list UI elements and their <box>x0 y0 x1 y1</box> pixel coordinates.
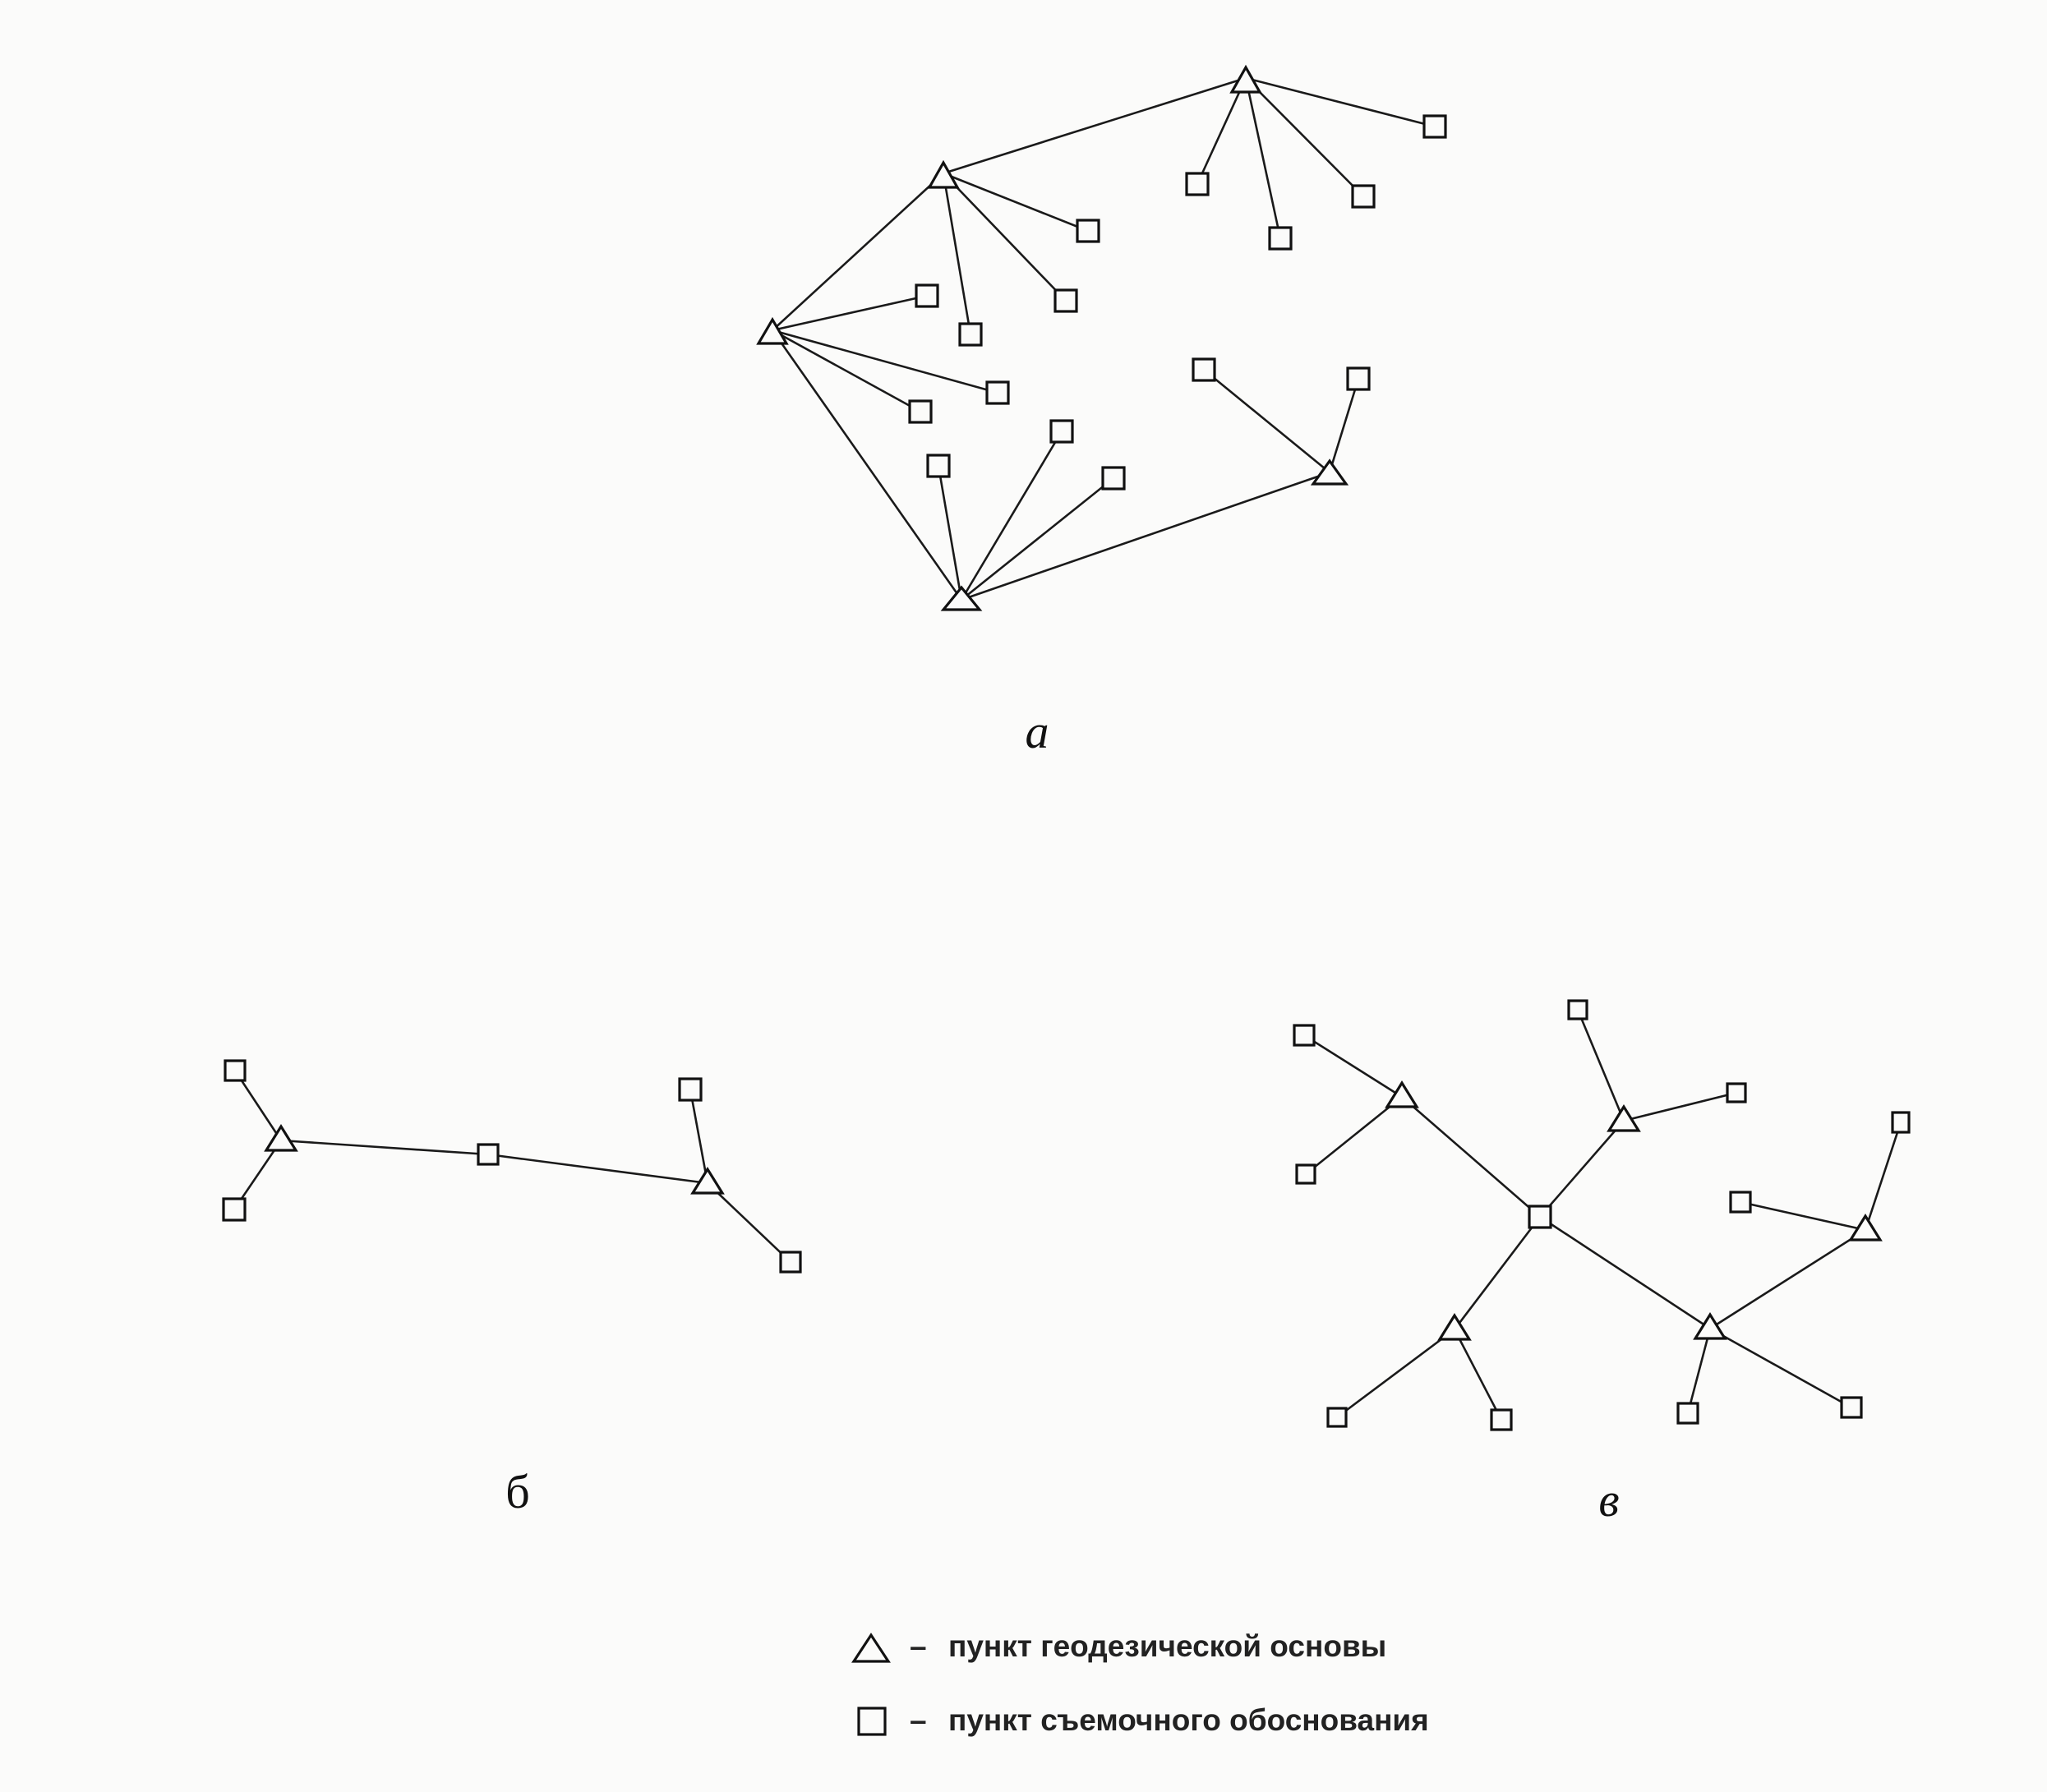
edge <box>1740 1202 1865 1230</box>
edge <box>708 1183 791 1262</box>
edge <box>961 478 1113 600</box>
edge <box>1306 1097 1402 1174</box>
edge <box>1330 379 1358 472</box>
panel-a-label: а <box>1025 705 1049 758</box>
edge <box>1246 78 1435 127</box>
legend-dash: – <box>910 1629 927 1663</box>
panel-b-nodes <box>224 1061 800 1272</box>
edge <box>943 173 1088 231</box>
edge <box>1337 1329 1455 1417</box>
survey-point-square <box>1294 1025 1314 1045</box>
survey-point-square <box>1348 368 1369 389</box>
geodetic-point-triangle <box>1387 1083 1417 1107</box>
edge <box>690 1089 708 1183</box>
geodetic-point-triangle <box>1695 1315 1725 1338</box>
survey-point-square <box>1353 186 1374 207</box>
legend-square-label: пункт съемочного обоснования <box>948 1703 1429 1737</box>
edge <box>938 466 961 600</box>
survey-point-square <box>1727 1084 1745 1102</box>
edge <box>1624 1093 1736 1121</box>
edge <box>1246 78 1280 238</box>
panel-a-nodes <box>758 67 1445 610</box>
edge <box>943 78 1246 173</box>
legend <box>854 1629 1429 1737</box>
survey-point-square <box>1842 1398 1861 1417</box>
survey-point-square <box>1051 421 1072 442</box>
survey-point-square <box>1297 1165 1315 1183</box>
edge <box>961 431 1062 600</box>
survey-point-square <box>1187 173 1208 195</box>
survey-point-square <box>1678 1403 1698 1423</box>
edge <box>772 330 920 412</box>
survey-point-square <box>1055 290 1077 311</box>
survey-point-square <box>1077 220 1099 242</box>
geodetic-point-triangle <box>758 320 786 343</box>
survey-point-square <box>224 1199 245 1220</box>
legend-triangle-label: пункт геодезической основы <box>948 1629 1387 1663</box>
survey-point-square <box>1270 228 1291 249</box>
survey-point-square <box>1731 1192 1750 1212</box>
edge <box>1455 1217 1540 1329</box>
panel-a <box>758 67 1445 758</box>
legend-triangle-row <box>854 1629 1386 1663</box>
edge <box>281 1140 488 1154</box>
legend-dash: – <box>910 1703 927 1737</box>
edge <box>1540 1121 1624 1217</box>
survey-point-square <box>1328 1408 1346 1426</box>
survey-point-square <box>1491 1410 1511 1430</box>
survey-point-square <box>910 401 931 422</box>
survey-point-square <box>1103 468 1124 489</box>
geodetic-point-triangle <box>1440 1315 1469 1339</box>
edge <box>1246 78 1363 196</box>
edge <box>1455 1329 1501 1420</box>
survey-point-square <box>1893 1113 1909 1132</box>
panel-c-edges <box>1304 1010 1901 1420</box>
legend-square-icon <box>859 1708 885 1734</box>
survey-point-square <box>916 285 938 306</box>
legend-triangle-icon <box>854 1635 888 1661</box>
panel-a-edges <box>772 78 1435 600</box>
edge <box>1578 1010 1624 1121</box>
edge <box>1540 1217 1710 1329</box>
edge <box>1304 1035 1402 1097</box>
survey-point-square <box>987 382 1008 403</box>
edge <box>1865 1122 1901 1230</box>
panel-c-label: в <box>1598 1473 1620 1527</box>
edge <box>961 472 1330 600</box>
edge <box>1688 1329 1710 1413</box>
edge <box>1710 1329 1851 1407</box>
survey-point-square <box>960 324 981 345</box>
edge <box>772 296 927 330</box>
survey-point-square <box>478 1145 498 1164</box>
geodetic-point-triangle <box>266 1126 296 1150</box>
survey-point-square <box>1569 1001 1587 1019</box>
panel-c <box>1294 1001 1909 1527</box>
survey-point-square <box>680 1079 701 1100</box>
edge <box>1197 78 1246 184</box>
legend-square-row <box>859 1703 1429 1737</box>
panel-b <box>224 1061 800 1518</box>
geodetic-point-triangle <box>929 163 957 187</box>
survey-point-square <box>225 1061 245 1080</box>
panel-b-edges <box>234 1071 791 1262</box>
edge <box>1402 1097 1540 1217</box>
edge <box>1204 370 1330 472</box>
survey-point-square <box>928 455 949 477</box>
survey-point-square <box>1424 116 1445 137</box>
survey-point-square <box>1193 359 1215 380</box>
panel-b-label: б <box>505 1465 530 1518</box>
survey-point-square <box>781 1252 800 1272</box>
survey-point-square <box>1529 1206 1551 1228</box>
edge <box>1710 1230 1865 1329</box>
edge <box>488 1154 708 1183</box>
